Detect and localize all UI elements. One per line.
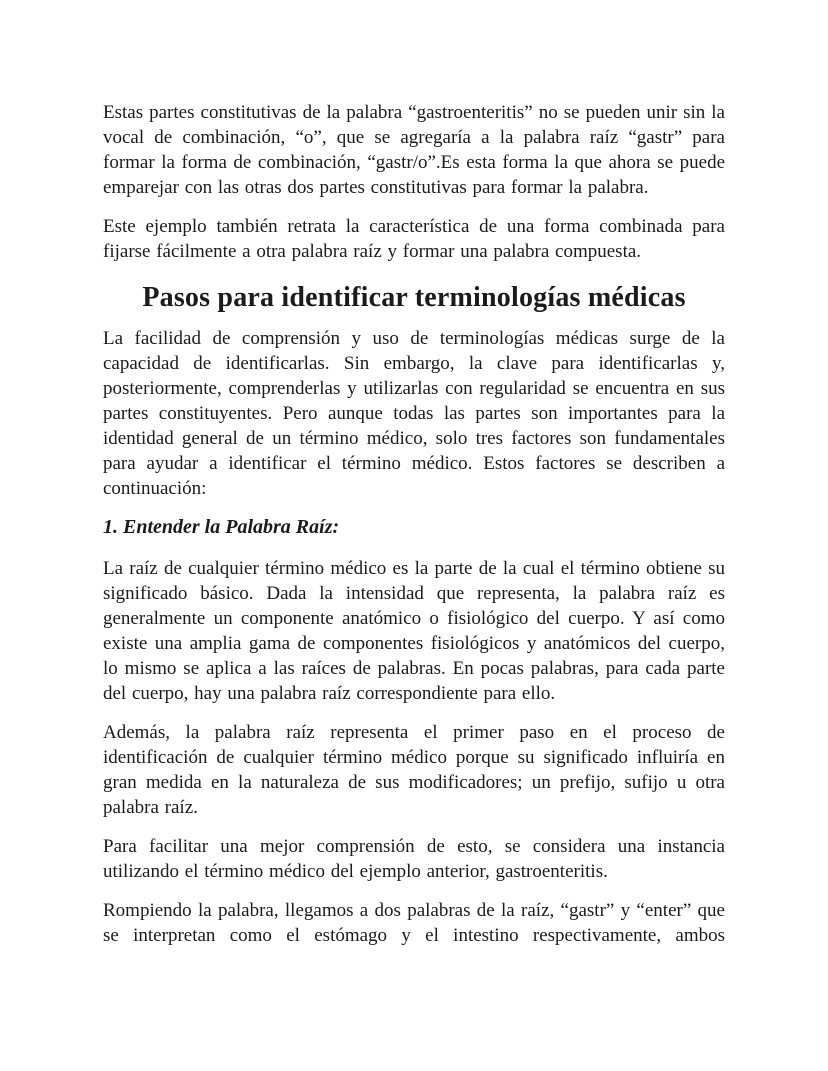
paragraph-intro-2: Este ejemplo también retrata la característica de una forma combinada para fijarse fácilmente a otra palabra raíz y formar una palabra compuesta. — [103, 216, 725, 262]
paragraph-root-word-2: Además, la palabra raíz representa el primer paso en el proceso de identificación de cualquier término médico porque su significado influiría en gran medida en la naturaleza de sus modificadores; un prefijo, sufijo u otra palabra raíz. — [103, 722, 725, 818]
paragraph-root-word-1: La raíz de cualquier término médico es la parte de la cual el término obtiene su significado básico. Dada la intensidad que representa, la palabra raíz es generalmente un componente anatómico o fisiológico del cuerpo. Y así como existe una amplia gama de componentes fisiológicos y anatómicos del cuerpo, lo mismo se aplica a las raíces de palabras. En pocas palabras, para cada parte del cuerpo, hay una palabra raíz correspondiente para ello. — [103, 558, 725, 704]
paragraph-root-word-4: Rompiendo la palabra, llegamos a dos palabras de la raíz, “gastr” y “enter” que se interpretan como el estómago y el intestino respectivamente, ambos — [103, 900, 725, 946]
subsection-heading-root-word: 1. Entender la Palabra Raíz: — [103, 516, 340, 538]
paragraph-intro-1: Estas partes constitutivas de la palabra “gastroenteritis” no se pueden unir sin la vocal de combinación, “o”, que se agregaría a la palabra raíz “gastr” para formar la forma de combinación, “gastr/o”.Es esta forma la que ahora se puede emparejar con las otras dos partes constitutivas para formar la palabra. — [103, 102, 725, 198]
paragraph-root-word-3: Para facilitar una mejor comprensión de esto, se considera una instancia utilizando el término médico del ejemplo anterior, gastroenteritis. — [103, 836, 725, 882]
paragraph-section-intro: La facilidad de comprensión y uso de terminologías médicas surge de la capacidad de identificarlas. Sin embargo, la clave para identificarlas y, posteriormente, comprenderlas y utilizarlas con regularidad se encuentra en sus partes constituyentes. Pero aunque todas las partes son importantes para la identidad general de un término médico, solo tres factores son fundamentales para ayudar a identificar el término médico. Estos factores se describen a continuación: — [103, 328, 725, 499]
section-heading: Pasos para identificar terminologías médicas — [142, 282, 686, 313]
